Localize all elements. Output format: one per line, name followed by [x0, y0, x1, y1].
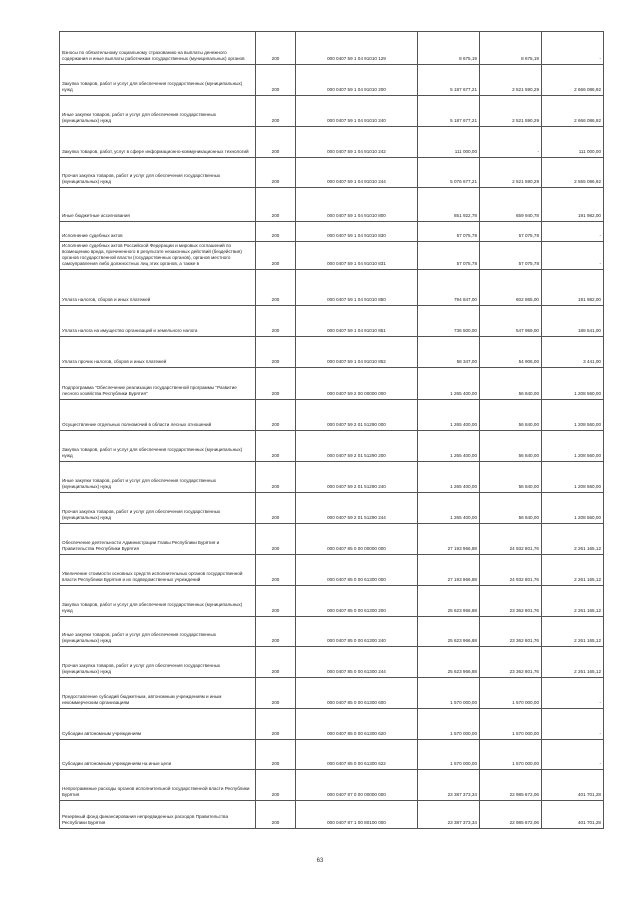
row-approved-amount: 27 193 966,88 [418, 524, 480, 555]
row-budget-code: 000 0407 59 2 00 00000 000 [296, 368, 418, 400]
row-executed-amount: - [480, 127, 542, 158]
report-sheet [59, 31, 603, 829]
table-row [60, 400, 604, 431]
row-executed-amount: 56 840,00 [480, 462, 542, 493]
row-name-text: Подпрограмма "Обеспечение реализации государственной программы "Развитие лесного хозяйства Республики Бурятия" [62, 385, 237, 396]
row-name [60, 32, 256, 65]
row-name-text: Закупка товаров, работ и услуг для обеспечения государственных (муниципальных) нужд [62, 602, 243, 613]
row-executed-amount: 22 985 672,06 [480, 770, 542, 801]
row-name-text: Уплата прочих налогов, сборов и иных платежей [62, 359, 167, 364]
row-name [60, 740, 256, 770]
row-budget-code: 000 0407 87 0 00 00000 000 [296, 770, 418, 801]
row-name [60, 96, 256, 127]
row-approved-amount: 1 265 400,00 [418, 431, 480, 462]
row-budget-code: 000 0407 59 1 04 91010 129 [296, 32, 418, 65]
row-approved-amount: 58 347,00 [418, 337, 480, 368]
table-row [60, 158, 604, 188]
row-executed-amount: 1 570 000,00 [480, 678, 542, 709]
row-approved-amount: 25 623 966,88 [418, 617, 480, 647]
row-line-code: 200 [256, 400, 296, 431]
row-approved-amount: 57 075,78 [418, 242, 480, 270]
row-budget-code: 000 0407 85 0 00 00000 000 [296, 524, 418, 555]
row-executed-amount: 602 865,00 [480, 270, 542, 306]
row-name-text: Иные закупки товаров, работ и услуг для обеспечения государственных (муниципальных) нужд [62, 112, 217, 123]
row-name-text: Прочая закупка товаров, работ и услуг для обеспечения государственных (муниципальных) нужд [62, 509, 221, 520]
row-name-text: Субсидии автономным учреждениям [62, 731, 142, 736]
row-executed-amount: 1 570 000,00 [480, 740, 542, 770]
row-name [60, 158, 256, 188]
row-executed-amount: 2 521 590,29 [480, 65, 542, 96]
table-row [60, 524, 604, 555]
row-budget-code: 000 0407 59 1 04 91010 831 [296, 242, 418, 270]
row-executed-amount: 24 932 801,76 [480, 555, 542, 586]
row-name [60, 462, 256, 493]
row-name [60, 801, 256, 829]
row-unexecuted-amount: 2 666 086,92 [542, 96, 604, 127]
row-name-text: Исполнение судебных актов Российской Федерации и мировых соглашений по возмещению вреда, причиненного в результате незаконных действий (бездействия) органов государственной власти (государственных органов), органов местного самоуправления либо должностных лиц этих органов, а также в [62, 243, 242, 266]
row-budget-code: 000 0407 59 2 01 51290 240 [296, 462, 418, 493]
row-budget-code: 000 0407 85 0 00 61300 622 [296, 740, 418, 770]
row-budget-code: 000 0407 59 2 01 51290 200 [296, 431, 418, 462]
row-name [60, 65, 256, 96]
row-budget-code: 000 0407 85 0 00 61300 620 [296, 709, 418, 740]
table-row [60, 678, 604, 709]
row-executed-amount: 2 521 590,29 [480, 158, 542, 188]
row-unexecuted-amount: 1 208 560,00 [542, 400, 604, 431]
row-executed-amount: 1 570 000,00 [480, 709, 542, 740]
row-executed-amount: 56 840,00 [480, 400, 542, 431]
table-row [60, 188, 604, 222]
table-row [60, 431, 604, 462]
row-name-text: Прочая закупка товаров, работ и услуг для обеспечения государственных (муниципальных) нужд [62, 663, 221, 674]
row-budget-code: 000 0407 59 1 04 91010 852 [296, 337, 418, 368]
row-name [60, 270, 256, 306]
row-unexecuted-amount: 191 982,00 [542, 270, 604, 306]
row-name [60, 242, 256, 270]
row-approved-amount: 25 623 966,88 [418, 647, 480, 678]
row-name-text: Увеличение стоимости основных средств исполнительных органов государственной власти Республики Бурятия и их подведомственных учреждений [62, 571, 243, 582]
row-budget-code: 000 0407 85 0 00 61300 000 [296, 555, 418, 586]
row-name [60, 493, 256, 524]
row-budget-code: 000 0407 59 1 04 91010 800 [296, 188, 418, 222]
row-name [60, 770, 256, 801]
row-name-text: Уплата налогов, сборов и иных платежей [62, 297, 151, 302]
row-name-text: Непрограммные расходы органов исполнительной государственной власти Республики Бурятия [62, 786, 250, 797]
row-name [60, 524, 256, 555]
row-line-code: 200 [256, 32, 296, 65]
row-unexecuted-amount: 401 701,28 [542, 801, 604, 829]
row-line-code: 200 [256, 127, 296, 158]
row-name-text: Обеспечение деятельности Администрации Главы Республики Бурятия и Правительства Республики Бурятия [62, 540, 220, 551]
row-line-code: 200 [256, 306, 296, 337]
row-approved-amount: 27 193 966,88 [418, 555, 480, 586]
table-row [60, 709, 604, 740]
row-budget-code: 000 0407 59 1 04 91010 200 [296, 65, 418, 96]
row-name-text: Закупка товаров, работ и услуг для обеспечения государственных (муниципальных) нужд [62, 81, 243, 92]
row-name [60, 368, 256, 400]
expenditure-table [59, 31, 604, 829]
table-body [60, 32, 604, 829]
table-row [60, 337, 604, 368]
row-budget-code: 000 0407 85 0 00 61300 244 [296, 647, 418, 678]
row-unexecuted-amount: 3 441,00 [542, 337, 604, 368]
row-unexecuted-amount: 2 555 086,92 [542, 158, 604, 188]
row-unexecuted-amount: - [542, 32, 604, 65]
row-line-code: 200 [256, 65, 296, 96]
row-executed-amount: 56 840,00 [480, 368, 542, 400]
row-executed-amount: 23 362 801,76 [480, 647, 542, 678]
row-approved-amount: 25 623 966,88 [418, 586, 480, 617]
row-unexecuted-amount: - [542, 678, 604, 709]
row-line-code: 200 [256, 222, 296, 242]
table-row [60, 617, 604, 647]
row-executed-amount: 54 906,00 [480, 337, 542, 368]
row-unexecuted-amount: - [542, 709, 604, 740]
row-name [60, 617, 256, 647]
row-unexecuted-amount: 2 261 165,12 [542, 586, 604, 617]
row-name [60, 647, 256, 678]
row-line-code: 200 [256, 647, 296, 678]
row-budget-code: 000 0407 59 1 04 91010 242 [296, 127, 418, 158]
row-name [60, 586, 256, 617]
row-approved-amount: 1 265 400,00 [418, 493, 480, 524]
row-line-code: 200 [256, 270, 296, 306]
row-name-text: Прочая закупка товаров, работ и услуг для обеспечения государственных (муниципальных) нужд [62, 173, 221, 184]
table-row [60, 555, 604, 586]
row-line-code: 200 [256, 158, 296, 188]
row-approved-amount: 1 570 000,00 [418, 740, 480, 770]
table-row [60, 462, 604, 493]
table-row [60, 242, 604, 270]
row-line-code: 200 [256, 337, 296, 368]
row-budget-code: 000 0407 59 1 04 91010 850 [296, 270, 418, 306]
table-row [60, 770, 604, 801]
row-name-text: Закупка товаров, работ и услуг для обеспечения государственных (муниципальных) нужд [62, 447, 243, 458]
row-name-text: Субсидии автономным учреждениям на иные цели [62, 761, 172, 766]
row-unexecuted-amount: 2 261 165,12 [542, 555, 604, 586]
table-row [60, 586, 604, 617]
page-number: 63 [316, 858, 324, 864]
row-line-code: 200 [256, 586, 296, 617]
row-name [60, 431, 256, 462]
row-line-code: 200 [256, 462, 296, 493]
row-approved-amount: 1 265 400,00 [418, 368, 480, 400]
row-executed-amount: 659 940,78 [480, 188, 542, 222]
table-row [60, 127, 604, 158]
row-budget-code: 000 0407 59 1 04 91010 851 [296, 306, 418, 337]
row-name [60, 222, 256, 242]
row-budget-code: 000 0407 59 1 04 91010 244 [296, 158, 418, 188]
row-approved-amount: 1 265 400,00 [418, 462, 480, 493]
row-approved-amount: 5 076 677,21 [418, 158, 480, 188]
row-executed-amount: 56 840,00 [480, 493, 542, 524]
row-executed-amount: 57 075,78 [480, 222, 542, 242]
table-row [60, 32, 604, 65]
row-name-text: Резервный фонд финансирования непредвиденных расходов Правительства Республики Бурятия [62, 814, 228, 825]
row-line-code: 200 [256, 188, 296, 222]
row-budget-code: 000 0407 85 0 00 61300 600 [296, 678, 418, 709]
row-executed-amount: 22 985 672,06 [480, 801, 542, 829]
row-unexecuted-amount: 1 208 560,00 [542, 462, 604, 493]
row-line-code: 200 [256, 368, 296, 400]
row-approved-amount: 5 187 677,21 [418, 96, 480, 127]
row-line-code: 200 [256, 431, 296, 462]
row-unexecuted-amount: - [542, 222, 604, 242]
row-unexecuted-amount: 2 261 165,12 [542, 524, 604, 555]
row-executed-amount: 24 932 801,76 [480, 524, 542, 555]
row-line-code: 200 [256, 242, 296, 270]
row-budget-code: 000 0407 85 0 00 61300 200 [296, 586, 418, 617]
row-executed-amount: 23 362 801,76 [480, 617, 542, 647]
row-name-text: Иные закупки товаров, работ и услуг для обеспечения государственных (муниципальных) нужд [62, 478, 217, 489]
row-unexecuted-amount: 111 000,00 [542, 127, 604, 158]
table-row [60, 368, 604, 400]
row-approved-amount: 736 500,00 [418, 306, 480, 337]
row-unexecuted-amount: 191 982,00 [542, 188, 604, 222]
row-line-code: 200 [256, 801, 296, 829]
row-name [60, 188, 256, 222]
row-approved-amount: 57 075,78 [418, 222, 480, 242]
row-unexecuted-amount: 1 208 560,00 [542, 368, 604, 400]
row-line-code: 200 [256, 96, 296, 127]
table-row [60, 96, 604, 127]
row-approved-amount: 1 570 000,00 [418, 709, 480, 740]
row-executed-amount: 23 362 801,76 [480, 586, 542, 617]
row-unexecuted-amount: 188 541,00 [542, 306, 604, 337]
row-unexecuted-amount: - [542, 242, 604, 270]
row-name [60, 400, 256, 431]
row-name [60, 678, 256, 709]
row-name-text: Закупка товаров, работ, услуг в сфере информационно-коммуникационных технологий [62, 149, 249, 154]
row-name-text: Уплата налога на имущество организаций и земельного налога [62, 328, 198, 333]
row-executed-amount: 547 959,00 [480, 306, 542, 337]
row-budget-code: 000 0407 59 2 01 51290 000 [296, 400, 418, 431]
row-unexecuted-amount: - [542, 740, 604, 770]
row-approved-amount: 851 922,78 [418, 188, 480, 222]
row-line-code: 200 [256, 524, 296, 555]
row-unexecuted-amount: 2 666 086,92 [542, 65, 604, 96]
row-budget-code: 000 0407 59 1 04 91010 240 [296, 96, 418, 127]
row-unexecuted-amount: 2 261 165,12 [542, 647, 604, 678]
table-row [60, 801, 604, 829]
row-approved-amount: 1 265 400,00 [418, 400, 480, 431]
row-unexecuted-amount: 1 208 560,00 [542, 493, 604, 524]
row-executed-amount: 56 840,00 [480, 431, 542, 462]
row-name-text: Взносы по обязательному социальному страхованию на выплаты денежного содержания и иные выплаты работникам государственных (муниципальных) органов [62, 50, 245, 61]
row-name-text: Иные бюджетные ассигнования [62, 213, 130, 218]
row-budget-code: 000 0407 87 1 00 80100 000 [296, 801, 418, 829]
row-executed-amount: 8 675,19 [480, 32, 542, 65]
row-budget-code: 000 0407 59 2 01 51290 244 [296, 493, 418, 524]
row-executed-amount: 57 075,78 [480, 242, 542, 270]
row-approved-amount: 23 387 373,34 [418, 801, 480, 829]
row-approved-amount: 8 675,19 [418, 32, 480, 65]
row-approved-amount: 111 000,00 [418, 127, 480, 158]
row-approved-amount: 23 387 373,34 [418, 770, 480, 801]
row-name-text: Предоставление субсидий бюджетным, автономным учреждениям и иным некоммерческим организациям [62, 694, 222, 705]
table-row [60, 647, 604, 678]
table-row [60, 306, 604, 337]
row-name-text: Исполнение судебных актов [62, 233, 123, 238]
row-approved-amount: 794 847,00 [418, 270, 480, 306]
row-line-code: 200 [256, 678, 296, 709]
row-approved-amount: 5 187 677,21 [418, 65, 480, 96]
row-name [60, 555, 256, 586]
row-line-code: 200 [256, 555, 296, 586]
row-name-text: Иные закупки товаров, работ и услуг для обеспечения государственных (муниципальных) нужд [62, 632, 217, 643]
row-line-code: 200 [256, 493, 296, 524]
row-unexecuted-amount: 401 701,28 [542, 770, 604, 801]
row-name [60, 709, 256, 740]
row-name [60, 337, 256, 368]
row-budget-code: 000 0407 59 1 04 91010 830 [296, 222, 418, 242]
row-unexecuted-amount: 1 208 560,00 [542, 431, 604, 462]
table-row [60, 493, 604, 524]
row-name [60, 306, 256, 337]
row-line-code: 200 [256, 740, 296, 770]
row-line-code: 200 [256, 770, 296, 801]
row-approved-amount: 1 570 000,00 [418, 678, 480, 709]
row-unexecuted-amount: 2 261 165,12 [542, 617, 604, 647]
table-row [60, 65, 604, 96]
row-name [60, 127, 256, 158]
table-row [60, 270, 604, 306]
row-executed-amount: 2 521 590,29 [480, 96, 542, 127]
table-row [60, 222, 604, 242]
row-name-text: Осуществление отдельных полномочий в области лесных отношений [62, 422, 212, 427]
row-budget-code: 000 0407 85 0 00 61300 240 [296, 617, 418, 647]
table-row [60, 740, 604, 770]
row-line-code: 200 [256, 709, 296, 740]
row-line-code: 200 [256, 617, 296, 647]
